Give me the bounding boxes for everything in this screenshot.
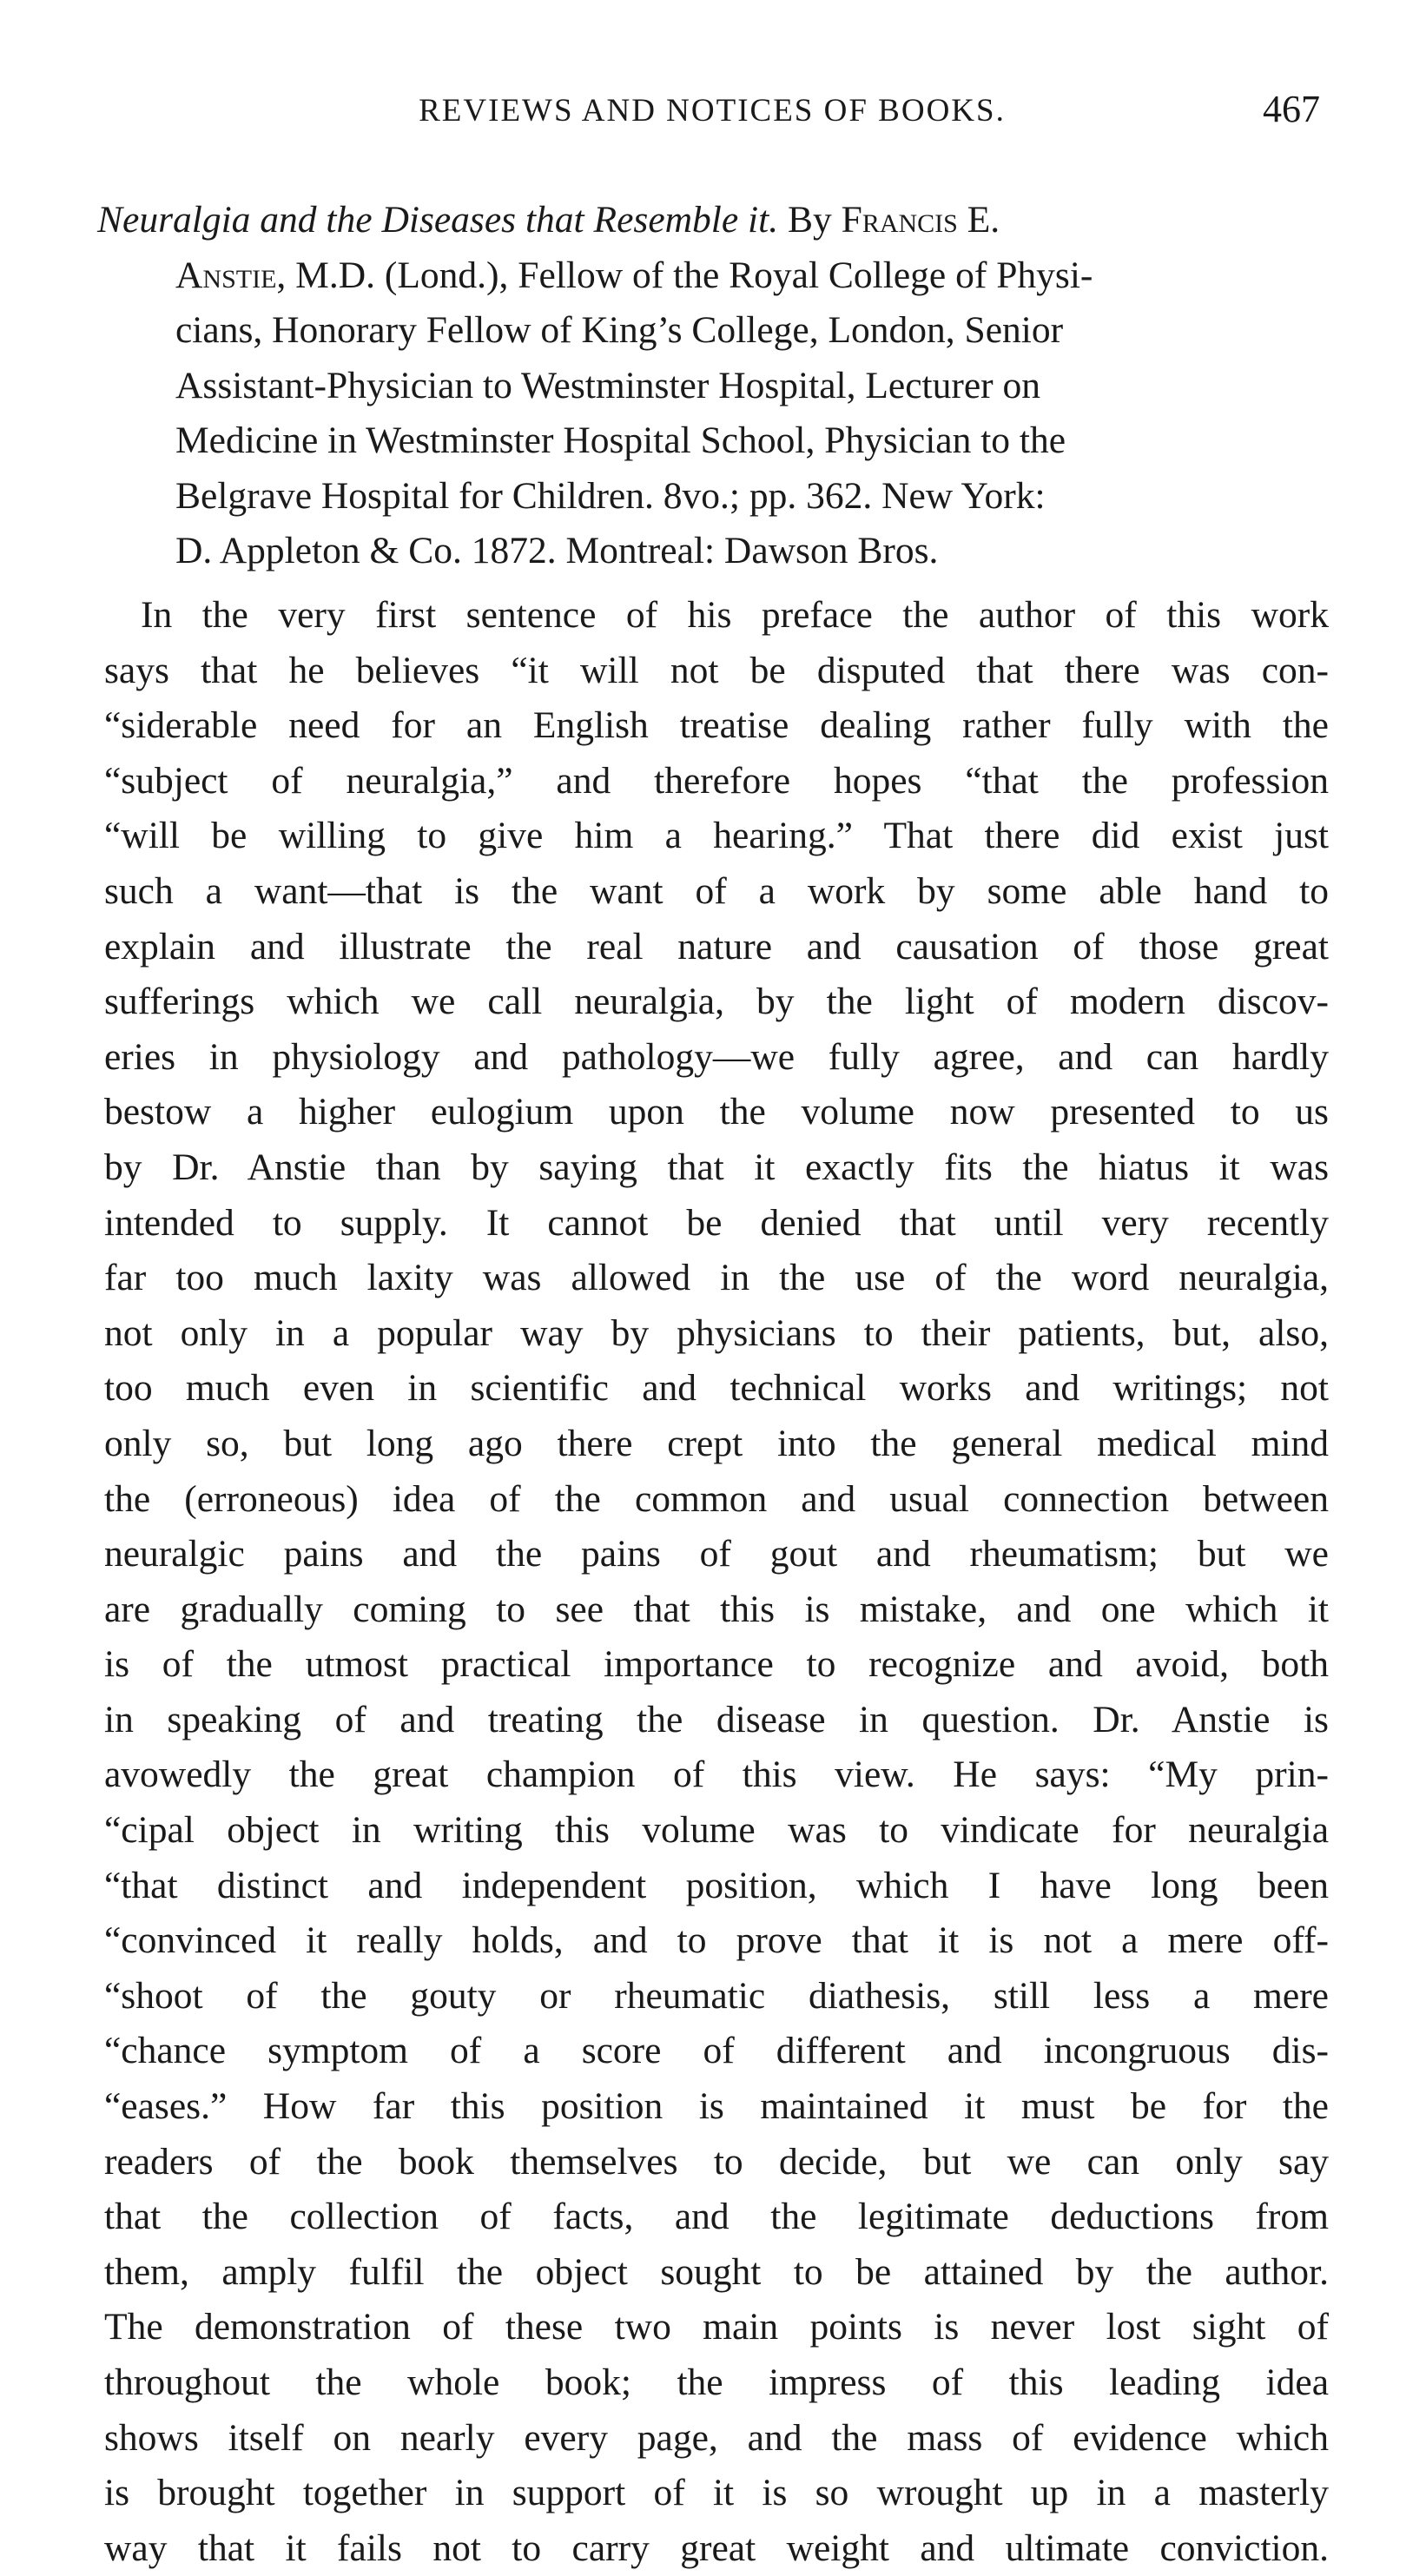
body-line: says that he believes “it will not be disputed that there was con- bbox=[104, 649, 1329, 691]
citation-text: D. Appleton & Co. 1872. Montreal: Dawson Bros. bbox=[175, 530, 939, 571]
book-citation bbox=[97, 193, 1330, 579]
citation-text: Belgrave Hospital for Children. 8vo.; pp. 362. New York: bbox=[175, 474, 1046, 517]
citation-text: cians, Honorary Fellow of King’s College, London, Senior bbox=[175, 309, 1064, 351]
citation-line bbox=[97, 469, 1330, 525]
running-title: REVIEWS AND NOTICES OF BOOKS. bbox=[419, 93, 1006, 129]
citation-line bbox=[97, 524, 1330, 579]
body-line: “shoot of the gouty or rheumatic diathesis, still less a mere bbox=[104, 1974, 1329, 2017]
body-line: throughout the whole book; the impress of this leading idea bbox=[104, 2361, 1329, 2403]
citation-text: By bbox=[778, 199, 842, 241]
body-line: too much even in scientific and technical works and writings; not bbox=[104, 1367, 1329, 1410]
citation-line bbox=[97, 248, 1330, 304]
page-number: 467 bbox=[1263, 88, 1320, 130]
body-line: shows itself on nearly every page, and the mass of evidence which bbox=[104, 2416, 1329, 2459]
citation-line bbox=[97, 303, 1330, 359]
body-line: avowedly the great champion of this view. He says: “My prin- bbox=[104, 1754, 1329, 1796]
body-line: is of the utmost practical importance to recognize and avoid, both bbox=[104, 1643, 1329, 1686]
body-line: bestow a higher eulogium upon the volume now presented to us bbox=[104, 1091, 1329, 1133]
body-line: sufferings which we call neuralgia, by the light of modern discov- bbox=[104, 981, 1329, 1023]
body-line: is brought together in support of it is so wrought up in a masterly bbox=[104, 2472, 1329, 2514]
citation-line bbox=[97, 193, 1330, 248]
author-surname: Anstie bbox=[175, 254, 277, 296]
body-line: the (erroneous) idea of the common and usual connection between bbox=[104, 1477, 1329, 1520]
author-name: Francis E. bbox=[841, 199, 1000, 241]
body-line: “convinced it really holds, and to prove that it is not a mere off- bbox=[104, 1919, 1329, 1962]
body-line: far too much laxity was allowed in the use of the word neuralgia, bbox=[104, 1257, 1329, 1299]
running-head bbox=[104, 88, 1320, 144]
body-line: “siderable need for an English treatise dealing rather fully with the bbox=[104, 704, 1329, 747]
body-line: explain and illustrate the real nature and causation of those great bbox=[104, 925, 1329, 968]
body-line: only so, but long ago there crept into the general medical mind bbox=[104, 1422, 1329, 1464]
body-line: “cipal object in writing this volume was to vindicate for neuralgia bbox=[104, 1809, 1329, 1852]
body-line: intended to supply. It cannot be denied that until very recently bbox=[104, 1201, 1329, 1244]
body-line: The demonstration of these two main points is never lost sight of bbox=[104, 2306, 1329, 2348]
body-line: “subject of neuralgia,” and therefore hopes “that the profession bbox=[104, 759, 1329, 802]
body-line: them, amply fulfil the object sought to be attained by the author. bbox=[104, 2250, 1329, 2293]
citation-text: Assistant-Physician to Westminster Hospital, Lecturer on bbox=[175, 364, 1041, 406]
citation-text: , M.D. (Lond.), Fellow of the Royal College of Physi- bbox=[276, 254, 1093, 296]
body-line: “that distinct and independent position, which I have long been bbox=[104, 1864, 1329, 1906]
body-line: not only in a popular way by physicians to their patients, but, also, bbox=[104, 1311, 1329, 1354]
book-title: Neuralgia and the Diseases that Resemble it. bbox=[97, 199, 779, 241]
review-body bbox=[104, 588, 1329, 2576]
body-line: “eases.” How far this position is maintained it must be for the bbox=[104, 2085, 1329, 2128]
body-line: by Dr. Anstie than by saying that it exactly fits the hiatus it was bbox=[104, 1146, 1329, 1188]
body-line: “will be willing to give him a hearing.” That there did exist just bbox=[104, 815, 1329, 857]
body-line: that the collection of facts, and the legitimate deductions from bbox=[104, 2196, 1329, 2238]
body-line: such a want—that is the want of a work by some able hand to bbox=[104, 869, 1329, 912]
body-line: “chance symptom of a score of different and incongruous dis- bbox=[104, 2030, 1329, 2072]
body-line: eries in physiology and pathology—we fully agree, and can hardly bbox=[104, 1035, 1329, 1078]
citation-text: Medicine in Westminster Hospital School, Physician to the bbox=[175, 419, 1066, 461]
body-line: neuralgic pains and the pains of gout and rheumatism; but we bbox=[104, 1533, 1329, 1575]
body-line: in speaking of and treating the disease in question. Dr. Anstie is bbox=[104, 1698, 1329, 1740]
body-line: In the very first sentence of his preface the author of this work bbox=[141, 594, 1329, 636]
citation-line bbox=[97, 413, 1330, 469]
body-line: way that it fails not to carry great weight and ultimate conviction. bbox=[104, 2526, 1329, 2569]
citation-line bbox=[97, 359, 1330, 414]
body-line: readers of the book themselves to decide, but we can only say bbox=[104, 2140, 1329, 2183]
body-line: are gradually coming to see that this is mistake, and one which it bbox=[104, 1588, 1329, 1630]
